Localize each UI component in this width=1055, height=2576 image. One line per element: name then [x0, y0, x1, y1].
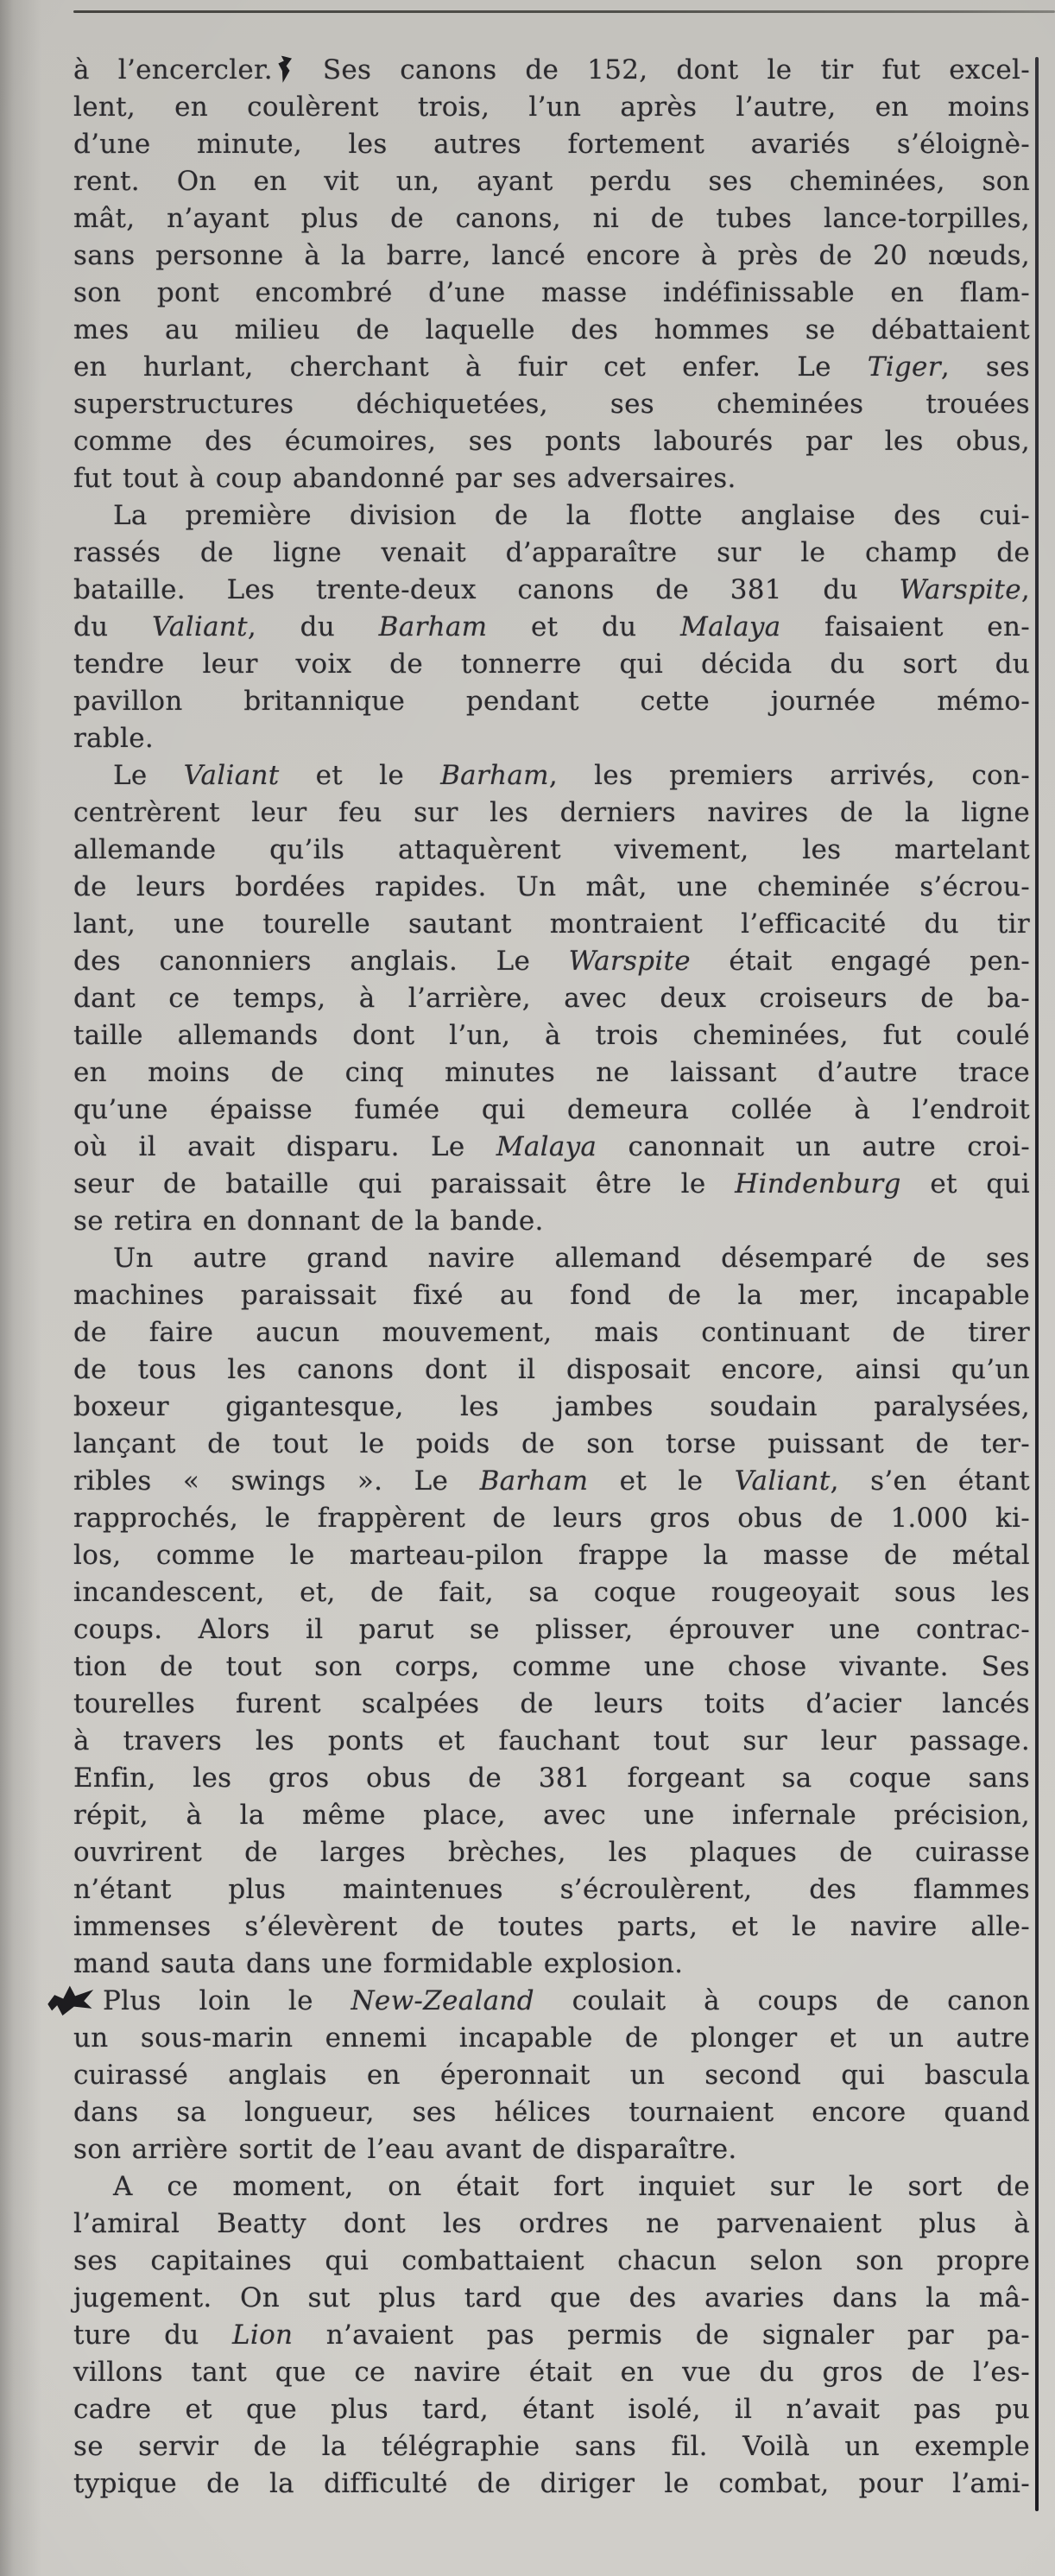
- text-line: [73, 1649, 1030, 1686]
- text-line: [73, 683, 1030, 720]
- text-line: [73, 1611, 1030, 1649]
- text-line: [73, 980, 1030, 1017]
- text-line: [73, 237, 1030, 275]
- text-line: [73, 869, 1030, 906]
- text-line: [73, 2206, 1030, 2243]
- text-line: [73, 1908, 1030, 1946]
- text-line: [73, 2131, 1030, 2168]
- text-line: [73, 572, 1030, 609]
- ink-blot-mark-icon: [275, 55, 293, 84]
- text-run: coups. Alors il parut se plisser, éprouver une contrac-: [73, 1614, 1030, 1645]
- text-run: dant ce temps, à l’arrière, avec deux croiseurs de ba-: [73, 983, 1030, 1014]
- text-run: des canonniers anglais. Le: [73, 946, 569, 977]
- text-run: était engagé pen-: [690, 946, 1031, 977]
- text-line: [73, 535, 1030, 572]
- text-run: d’une minute, les autres fortement avariés s’éloignè-: [73, 129, 1030, 160]
- ship-name-italic: Barham: [440, 760, 549, 791]
- text-line: [73, 1092, 1030, 1129]
- text-run: taille allemands dont l’un, à trois cheminées, fut coulé: [73, 1020, 1030, 1051]
- text-run: ture du: [73, 2320, 232, 2351]
- text-run: A ce moment, on était fort inquiet sur le sort de: [113, 2171, 1030, 2202]
- text-line: [73, 126, 1030, 163]
- text-line: [73, 1166, 1030, 1203]
- text-run: de leurs bordées rapides. Un mât, une cheminée s’écrou-: [73, 871, 1030, 902]
- text-run: se retira en donnant de la bande.: [73, 1206, 544, 1237]
- text-line: [73, 609, 1030, 646]
- text-line: [73, 1314, 1030, 1351]
- text-line: [73, 1240, 1030, 1277]
- text-run: Plus loin le: [103, 1985, 351, 2016]
- text-line: [73, 1500, 1030, 1537]
- text-run: ribles « swings ». Le: [73, 1465, 480, 1497]
- text-run: répit, à la même place, avec une infernale précision,: [73, 1800, 1030, 1831]
- text-run: à l’encercler.: [73, 54, 273, 85]
- text-run: canonnait un autre croi-: [597, 1131, 1030, 1162]
- text-run: ,: [1020, 574, 1030, 605]
- text-line: [73, 1017, 1030, 1054]
- paragraph: [73, 52, 1030, 497]
- paragraph: [73, 497, 1030, 757]
- paragraph: [73, 2168, 1030, 2503]
- top-rule: [73, 10, 1055, 13]
- text-run: coulait à coups de canon: [534, 1985, 1031, 2016]
- text-line: [73, 1686, 1030, 1723]
- text-line: [73, 200, 1030, 237]
- text-run: et du: [487, 611, 681, 642]
- text-run: mand sauta dans une formidable explosion.: [73, 1948, 684, 1979]
- text-line: [73, 275, 1030, 312]
- text-run: un sous-marin ennemi incapable de plonger et un autre: [73, 2022, 1030, 2054]
- text-run: allemande qu’ils attaquèrent vivement, les martelant: [73, 834, 1030, 865]
- ship-name-italic: Malaya: [496, 1131, 597, 1162]
- text-run: fut tout à coup abandonné par ses adversaires.: [73, 463, 736, 494]
- text-run: superstructures déchiquetées, ses cheminées trouées: [73, 389, 1030, 420]
- ship-name-italic: Warspite: [899, 574, 1021, 605]
- text-run: Un autre grand navire allemand désemparé de ses: [113, 1243, 1030, 1274]
- ship-name-italic: New-Zealand: [351, 1985, 534, 2016]
- manicule-mark-icon: [47, 1983, 95, 2017]
- text-line: [73, 1871, 1030, 1908]
- ship-name-italic: Barham: [378, 611, 488, 642]
- text-line: [73, 2428, 1030, 2465]
- text-run: Enfin, les gros obus de 381 forgeant sa coque sans: [73, 1763, 1030, 1794]
- text-line: [73, 1203, 1030, 1240]
- ship-name-italic: Valiant: [183, 760, 280, 791]
- paragraph: [73, 1983, 1030, 2168]
- text-run: ses capitaines qui combattaient chacun selon son propre: [73, 2245, 1030, 2276]
- text-run: et qui: [900, 1168, 1030, 1199]
- text-line: [73, 2354, 1030, 2391]
- text-run: sans personne à la barre, lancé encore à près de 20 nœuds,: [73, 240, 1030, 271]
- text-line: [73, 1463, 1030, 1500]
- text-line: [73, 423, 1030, 460]
- text-run: lent, en coulèrent trois, l’un après l’autre, en moins: [73, 92, 1030, 123]
- text-line: [73, 1277, 1030, 1314]
- text-run: tion de tout son corps, comme une chose vivante. Ses: [73, 1651, 1030, 1682]
- text-line: [73, 2465, 1030, 2503]
- ship-name-italic: Valiant: [734, 1465, 831, 1497]
- text-run: en hurlant, cherchant à fuir cet enfer. Le: [73, 351, 868, 383]
- text-line: [73, 52, 1030, 89]
- text-run: cadre et que plus tard, étant isolé, il n’avait pas pu: [73, 2394, 1030, 2425]
- text-line: [73, 906, 1030, 943]
- text-line: [73, 2094, 1030, 2131]
- text-line: [73, 1834, 1030, 1871]
- text-run: son pont encombré d’une masse indéfinissable en flam-: [73, 277, 1030, 308]
- text-run: rassés de ligne venait d’apparaître sur le champ de: [73, 537, 1030, 568]
- text-run: machines paraissait fixé au fond de la mer, incapable: [73, 1280, 1030, 1311]
- text-line: [73, 1946, 1030, 1983]
- text-run: à travers les ponts et fauchant tout sur leur passage.: [73, 1725, 1030, 1756]
- text-line: [73, 1351, 1030, 1389]
- text-run: tendre leur voix de tonnerre qui décida du sort du: [73, 649, 1030, 680]
- text-line: [73, 1797, 1030, 1834]
- text-run: cuirassé anglais en éperonnait un second qui bascula: [73, 2060, 1030, 2091]
- text-run: qu’une épaisse fumée qui demeura collée à l’endroit: [73, 1094, 1030, 1125]
- ship-name-italic: Lion: [231, 2320, 294, 2351]
- text-run: du: [73, 611, 153, 642]
- text-run: faisaient en-: [780, 611, 1030, 642]
- text-run: , ses: [940, 351, 1030, 383]
- text-line: [73, 720, 1030, 757]
- text-line: [73, 89, 1030, 126]
- text-run: jugement. On sut plus tard que des avaries dans la mâ-: [73, 2282, 1030, 2313]
- text-run: et le: [588, 1465, 735, 1497]
- text-line: [73, 163, 1030, 200]
- ship-name-italic: Hindenburg: [735, 1168, 901, 1199]
- text-run: bataille. Les trente-deux canons de 381 du: [73, 574, 900, 605]
- text-line: [73, 794, 1030, 832]
- text-line: [73, 2243, 1030, 2280]
- text-run: Le: [113, 760, 184, 791]
- text-run: La première division de la flotte anglaise des cui-: [113, 500, 1030, 531]
- text-line: [73, 2168, 1030, 2206]
- text-line: [73, 1426, 1030, 1463]
- paragraph: [73, 1240, 1030, 1983]
- text-run: , s’en étant: [830, 1465, 1030, 1497]
- text-run: lant, une tourelle sautant montraient l’efficacité du tir: [73, 908, 1030, 940]
- text-run: et le: [279, 760, 441, 791]
- text-line: [73, 1723, 1030, 1760]
- text-line: [73, 943, 1030, 980]
- text-run: son arrière sortit de l’eau avant de disparaître.: [73, 2134, 737, 2165]
- text-run: n’étant plus maintenues s’écroulèrent, des flammes: [73, 1874, 1030, 1905]
- text-run: dans sa longueur, ses hélices tournaient encore quand: [73, 2097, 1030, 2128]
- text-line: [73, 2020, 1030, 2057]
- text-run: pavillon britannique pendant cette journée mémo-: [73, 686, 1030, 717]
- text-run: tourelles furent scalpées de leurs toits d’acier lancés: [73, 1688, 1030, 1719]
- text-run: en moins de cinq minutes ne laissant d’autre trace: [73, 1057, 1030, 1088]
- text-run: , du: [247, 611, 379, 642]
- text-line: [73, 349, 1030, 386]
- text-run: typique de la difficulté de diriger le combat, pour l’ami-: [73, 2468, 1030, 2499]
- text-run: rable.: [73, 723, 155, 754]
- text-run: se servir de la télégraphie sans fil. Voilà un exemple: [73, 2431, 1030, 2462]
- text-line: [73, 1389, 1030, 1426]
- ship-name-italic: Tiger: [867, 351, 941, 383]
- text-line: [73, 2317, 1030, 2354]
- text-line: [73, 460, 1030, 497]
- text-line: [73, 2391, 1030, 2428]
- text-run: los, comme le marteau-pilon frappe la masse de métal: [73, 1540, 1030, 1571]
- text-column: [73, 52, 1030, 2503]
- text-line: [73, 2057, 1030, 2094]
- text-run: de tous les canons dont il disposait encore, ainsi qu’un: [73, 1354, 1030, 1385]
- text-run: rapprochés, le frappèrent de leurs gros obus de 1.000 ki-: [73, 1503, 1030, 1534]
- ship-name-italic: Warspite: [568, 946, 691, 977]
- text-line: [73, 1760, 1030, 1797]
- text-run: boxeur gigantesque, les jambes soudain paralysées,: [73, 1391, 1030, 1422]
- text-line: [73, 386, 1030, 423]
- text-run: mes au milieu de laquelle des hommes se débattaient: [73, 314, 1030, 345]
- text-run: incandescent, et, de fait, sa coque rougeoyait sous les: [73, 1577, 1030, 1608]
- text-run: de faire aucun mouvement, mais continuant de tirer: [73, 1317, 1030, 1348]
- text-run: seur de bataille qui paraissait être le: [73, 1168, 736, 1199]
- text-run: lançant de tout le poids de son torse puissant de ter-: [73, 1428, 1030, 1459]
- text-line: [73, 1129, 1030, 1166]
- text-line: [73, 832, 1030, 869]
- ship-name-italic: Barham: [479, 1465, 589, 1497]
- text-line: [73, 2280, 1030, 2317]
- right-margin-rule: [1035, 57, 1039, 2511]
- text-run: , les premiers arrivés, con-: [548, 760, 1030, 791]
- text-run: l’amiral Beatty dont les ordres ne parvenaient plus à: [73, 2208, 1030, 2239]
- ship-name-italic: Malaya: [680, 611, 781, 642]
- text-line: [73, 1054, 1030, 1092]
- text-line: [73, 312, 1030, 349]
- text-run: ouvrirent de larges brèches, les plaques de cuirasse: [73, 1837, 1030, 1868]
- text-line: [73, 1574, 1030, 1611]
- paragraph: [73, 757, 1030, 1240]
- text-line: [73, 1983, 1030, 2020]
- text-run: centrèrent leur feu sur les derniers navires de la ligne: [73, 797, 1030, 828]
- text-line: [73, 757, 1030, 794]
- text-run: villons tant que ce navire était en vue du gros de l’es-: [73, 2357, 1030, 2388]
- text-run: comme des écumoires, ses ponts labourés par les obus,: [73, 426, 1030, 457]
- text-run: où il avait disparu. Le: [73, 1131, 496, 1162]
- text-line: [73, 1537, 1030, 1574]
- ship-name-italic: Valiant: [152, 611, 248, 642]
- text-line: [73, 497, 1030, 535]
- text-run: mât, n’ayant plus de canons, ni de tubes lance-torpilles,: [73, 203, 1030, 234]
- text-run: immenses s’élevèrent de toutes parts, et le navire alle-: [73, 1911, 1030, 1942]
- text-run: n’avaient pas permis de signaler par pa-: [293, 2320, 1030, 2351]
- text-line: [73, 646, 1030, 683]
- text-run: rent. On en vit un, ayant perdu ses cheminées, son: [73, 166, 1030, 197]
- text-run: Ses canons de 152, dont le tir fut excel-: [294, 54, 1030, 85]
